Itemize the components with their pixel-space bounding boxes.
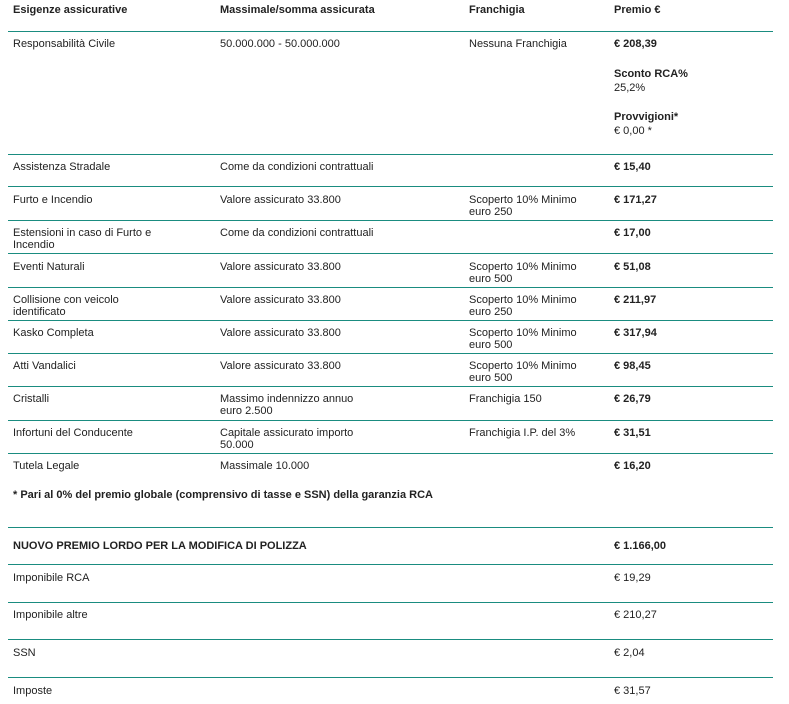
row-premio: € 17,00 [614, 227, 651, 239]
row-name: Kasko Completa [13, 327, 94, 339]
row-name: Collisione con veicolo identificato [13, 294, 119, 318]
summary-label: Imposte [13, 685, 53, 697]
row-premio: € 15,40 [614, 161, 651, 173]
summary-divider [8, 564, 773, 565]
row-divider [8, 287, 773, 288]
summary-label: Imponibile altre [13, 609, 88, 621]
row-name: Infortuni del Conducente [13, 427, 133, 439]
row-name: Cristalli [13, 393, 50, 405]
row-franchigia: Scoperto 10% Minimo euro 250 [469, 194, 577, 218]
row-name: Tutela Legale [13, 460, 80, 472]
row-massimale: Valore assicurato 33.800 [220, 327, 341, 339]
row-premio: € 51,08 [614, 261, 651, 273]
row-franchigia: Nessuna Franchigia [469, 38, 567, 50]
header-massimale: Massimale/somma assicurata [220, 4, 375, 16]
provvigioni-label: Provvigioni* [614, 111, 679, 123]
header-esigenze: Esigenze assicurative [13, 4, 128, 16]
row-name: Responsabilità Civile [13, 38, 116, 50]
summary-total-value: € 1.166,00 [614, 540, 666, 552]
row-franchigia: Franchigia I.P. del 3% [469, 427, 576, 439]
row-name: Atti Vandalici [13, 360, 76, 372]
row-divider [8, 453, 773, 454]
row-massimale: Valore assicurato 33.800 [220, 360, 341, 372]
row-name: Assistenza Stradale [13, 161, 111, 173]
row-massimale: Come da condizioni contrattuali [220, 161, 374, 173]
row-name: Furto e Incendio [13, 194, 93, 206]
header-premio: Premio € [614, 4, 661, 16]
row-divider [8, 386, 773, 387]
summary-divider [8, 602, 773, 603]
sconto-value: 25,2% [614, 82, 646, 94]
row-franchigia: Scoperto 10% Minimo euro 500 [469, 261, 577, 285]
summary-label: SSN [13, 647, 36, 659]
row-franchigia: Scoperto 10% Minimo euro 250 [469, 294, 577, 318]
row-massimale: Valore assicurato 33.800 [220, 194, 341, 206]
row-premio: € 317,94 [614, 327, 657, 339]
row-divider [8, 320, 773, 321]
row-name: Estensioni in caso di Furto e Incendio [13, 227, 152, 251]
row-massimale: Valore assicurato 33.800 [220, 294, 341, 306]
row-massimale: 50.000.000 - 50.000.000 [220, 38, 340, 50]
row-franchigia: Scoperto 10% Minimo euro 500 [469, 327, 577, 351]
summary-value: € 19,29 [614, 572, 651, 584]
row-divider [8, 420, 773, 421]
row-premio: € 208,39 [614, 38, 657, 50]
row-divider [8, 154, 773, 155]
row-divider [8, 253, 773, 254]
summary-label: Imponibile RCA [13, 572, 90, 584]
row-divider [8, 186, 773, 187]
header-franchigia: Franchigia [469, 4, 525, 16]
row-premio: € 31,51 [614, 427, 651, 439]
row-massimale: Come da condizioni contrattuali [220, 227, 374, 239]
row-divider [8, 353, 773, 354]
row-massimale: Capitale assicurato importo 50.000 [220, 427, 354, 451]
summary-divider [8, 639, 773, 640]
sconto-label: Sconto RCA% [614, 68, 688, 80]
row-massimale: Valore assicurato 33.800 [220, 261, 341, 273]
row-divider [8, 220, 773, 221]
row-premio: € 16,20 [614, 460, 651, 472]
row-premio: € 211,97 [614, 294, 657, 306]
summary-divider [8, 677, 773, 678]
row-name: Eventi Naturali [13, 261, 85, 273]
summary-divider [8, 527, 773, 528]
provvigioni-value: € 0,00 * [614, 125, 652, 137]
summary-value: € 31,57 [614, 685, 651, 697]
row-massimale: Massimo indennizzo annuo euro 2.500 [220, 393, 354, 417]
summary-value: € 2,04 [614, 647, 645, 659]
row-premio: € 171,27 [614, 194, 657, 206]
row-massimale: Massimale 10.000 [220, 460, 310, 472]
footnote: * Pari al 0% del premio globale (comprensivo di tasse e SSN) della garanzia RCA [13, 489, 433, 501]
row-premio: € 98,45 [614, 360, 651, 372]
summary-total-label: NUOVO PREMIO LORDO PER LA MODIFICA DI POLIZZA [13, 540, 307, 552]
summary-value: € 210,27 [614, 609, 657, 621]
row-franchigia: Franchigia 150 [469, 393, 542, 405]
row-premio: € 26,79 [614, 393, 651, 405]
header-divider [8, 31, 773, 32]
row-franchigia: Scoperto 10% Minimo euro 500 [469, 360, 577, 384]
